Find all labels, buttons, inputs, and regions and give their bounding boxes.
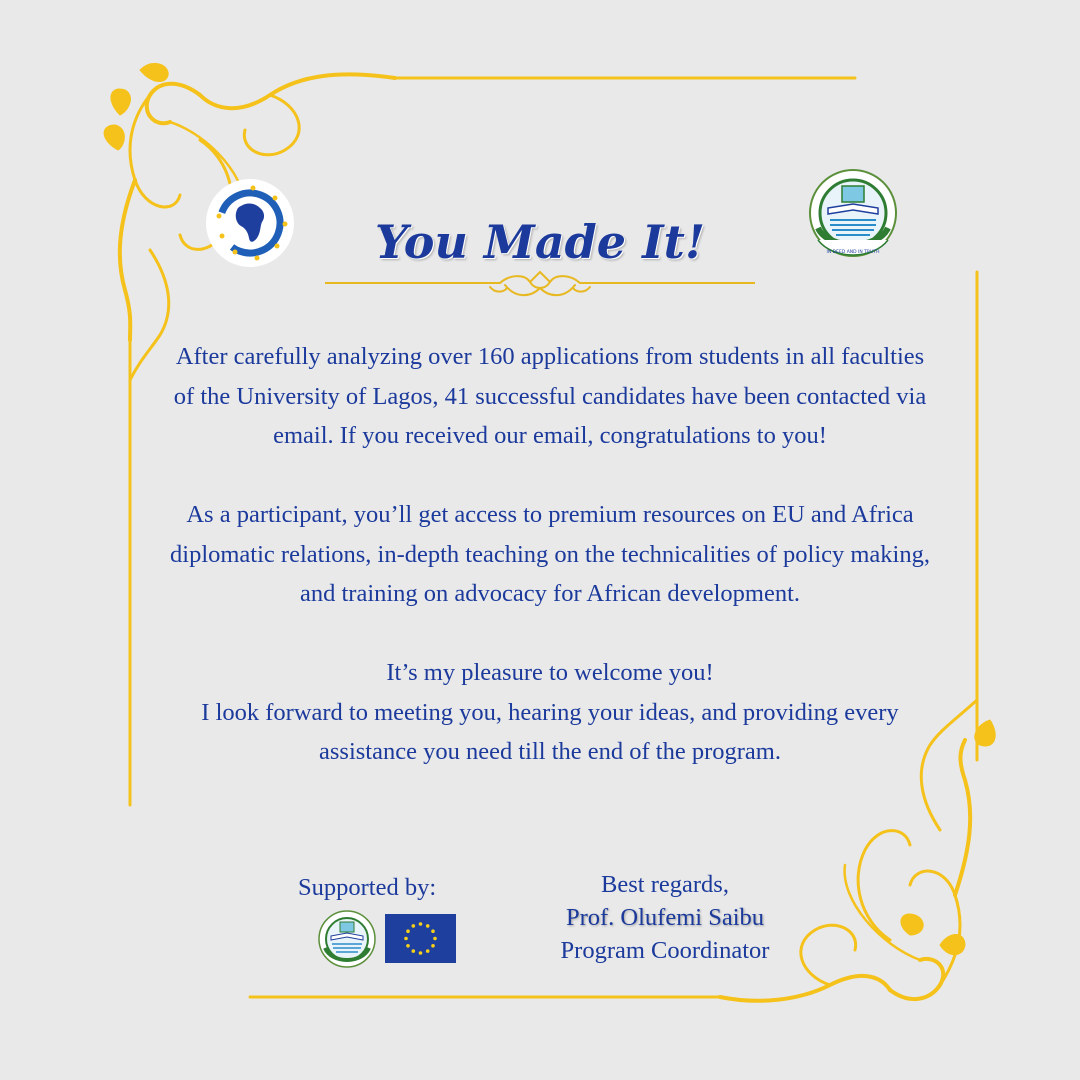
eu-flag-icon: [385, 914, 456, 963]
africa-eu-logo: [205, 178, 295, 268]
page-title: You Made It!: [374, 215, 706, 269]
paragraph-closing: I look forward to meeting you, hearing your ideas, and providing every assistance you need till the end of the program.: [201, 698, 899, 765]
coordinator-name: Prof. Olufemi Saibu: [565, 904, 765, 931]
university-of-lagos-crest: [808, 168, 898, 263]
paragraph-results: After carefully analyzing over 160 applications from students in all faculties of the University of Lagos, 41 successful candidates have been contacted via email. If you received our email, congratulations to you!: [173, 343, 927, 449]
crest-motto: IN DEED AND IN TRUTH: [826, 250, 880, 255]
title-ornament: [325, 268, 755, 304]
unilag-crest-small: [318, 910, 376, 968]
coordinator-role: Program Coordinator: [560, 937, 770, 964]
paragraph-welcome: It’s my pleasure to welcome you!: [386, 659, 714, 686]
paragraph-benefits: As a participant, you’ll get access to premium resources on EU and Africa diplomatic relations, in-depth teaching on the technicalities of policy making, and training on advocacy for African development.: [170, 501, 930, 607]
closing-line: Best regards,: [601, 871, 729, 898]
signature-block: [530, 868, 800, 967]
supported-by-label: Supported by:: [298, 874, 437, 901]
message-body: [170, 337, 930, 772]
